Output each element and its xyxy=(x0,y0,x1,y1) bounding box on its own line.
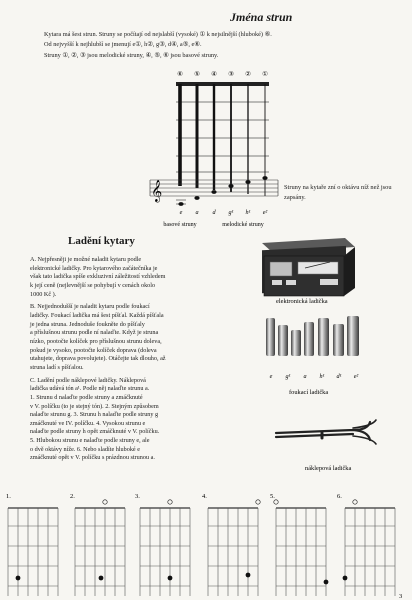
text-line: nalaďte strunu g. 3. Strunu h nalaďte podle struny g xyxy=(30,411,159,419)
text-line: 5. Hlubokou strunu e nalaďte podle struny e, ale xyxy=(30,437,150,445)
intro-line: Kytara má šest strun. Struny se počítají od nejslabší (vysoké) ① k nejsilnější (hluboké) ⑥. xyxy=(44,31,272,38)
grid-number: 4. xyxy=(202,493,207,500)
bass-strings-label: basové struny xyxy=(163,222,197,228)
text-line: elektronické ladičky. Pro kytarového začátečníka je xyxy=(30,264,158,272)
chord-grid xyxy=(8,508,58,596)
grid-number: 1. xyxy=(6,493,11,500)
text-line: k její ceně (nejlevnější se pohybují v cenách okolo xyxy=(30,281,156,289)
pipe-note: e² xyxy=(353,373,359,380)
chord-grid xyxy=(75,508,125,596)
text-line: zmáčknuté ve IV. políčku. 4. Vysokou strunu e xyxy=(30,419,146,427)
finger-dot xyxy=(168,576,173,581)
pipe-note: h¹ xyxy=(319,373,325,380)
text-line: struna ladí s píšťalou. xyxy=(30,363,84,371)
treble-clef-icon: 𝄞 xyxy=(151,180,163,202)
section-heading: Ladění kytary xyxy=(68,235,135,247)
chord-grid xyxy=(276,508,326,596)
chord-grid xyxy=(208,508,258,596)
open-string-circle xyxy=(353,500,357,504)
text-line: nízko, pootočte kolíček pro příslušnou strunu doleva, xyxy=(30,337,162,345)
text-line: B. Nejjednodušší je naladit kytaru podle foukací xyxy=(30,303,150,311)
note-name: d xyxy=(212,209,216,216)
string-number: ④ xyxy=(211,70,217,78)
string-number: ⑤ xyxy=(194,70,200,78)
finger-dot xyxy=(343,576,348,581)
finger-dot xyxy=(324,580,329,585)
text-line: A. Nejpřesněji je možné naladit kytaru podle xyxy=(30,256,142,263)
string-number: ② xyxy=(245,70,251,78)
page-title: Jména strun xyxy=(230,10,293,24)
grid-number: 2. xyxy=(70,493,75,500)
finger-dot xyxy=(99,576,104,581)
text-line: je jedna struna. Jednoduše foukněte do píšťaly xyxy=(30,320,145,328)
finger-dot xyxy=(246,573,251,578)
text-line: nalaďte podle struny h opět zmáčknuté v V. políčku. xyxy=(30,428,160,436)
string-number: ① xyxy=(262,70,268,78)
caption-electronic-tuner: elektronická ladička xyxy=(276,298,328,305)
text-line: C. Ladění podle náklepové ladičky. Náklepová xyxy=(30,376,146,384)
text-line: utahujete, doprava povolujete). Otáčejte tak dlouho, až xyxy=(30,355,166,363)
grid-number: 3. xyxy=(135,493,140,500)
note-name: e² xyxy=(262,209,268,216)
pipe-note: g¹ xyxy=(285,373,291,380)
open-string-circle xyxy=(168,500,172,504)
pipe-note: e xyxy=(269,373,273,380)
text-line: 1. Strunu d nalaďte podle struny a zmáčknuté xyxy=(30,393,143,401)
corner-number: 3 xyxy=(399,593,403,600)
note-name: h¹ xyxy=(245,209,251,216)
grid-number: 6. xyxy=(337,493,342,500)
intro-line: Od nejvyšší k nejhlubší se jmenují e①, h②, g③, d④, a⑤, e⑥. xyxy=(44,41,202,49)
text-line: 1000 Kč ). xyxy=(30,290,57,298)
pipe-note: d¹ xyxy=(336,373,342,380)
open-string-circle xyxy=(274,500,278,504)
melody-strings-label: melodické struny xyxy=(222,222,264,228)
text-line: zmáčknuté opět v V. políčku s prázdnou strunou a. xyxy=(30,454,155,462)
pipe-note: a xyxy=(303,373,307,380)
intro-line: Struny ①, ②, ③ jsou melodické struny, ④, ⑤, ⑥ jsou basové struny. xyxy=(44,51,219,59)
chord-grid xyxy=(140,508,190,596)
text-line: pokud je vysoko, pootočte kolíček doprava (doleva xyxy=(30,346,157,354)
text-line: však tato ladička spíše exkluzivní záležitostí vzhledem xyxy=(30,273,166,281)
chord-grid xyxy=(345,508,395,596)
note-name: a xyxy=(195,209,199,216)
note-name: g¹ xyxy=(228,209,234,216)
finger-dot xyxy=(16,576,21,581)
text-line: v V. políčku (to je stejný tón). 2. Stejným způsobem xyxy=(30,402,159,410)
text-line: ladička udává tón a¹. Podle něj nalaďte strunu a. xyxy=(30,385,150,393)
string-number: ⑥ xyxy=(177,70,183,78)
text-line: a příslušnou strunu podle ní nalaďte. Když je struna xyxy=(30,329,159,337)
grid-number: 5. xyxy=(270,493,275,500)
text-line: ladičky. Foukací ladička má šest píšťal. Každá píšťala xyxy=(30,311,164,319)
octave-note: Struny na kytaře zní o oktávu níž než jsou zapsány. xyxy=(284,184,392,201)
open-string-circle xyxy=(256,500,260,504)
text-line: o dvě oktávy níže. 6. Nebo sladíte hluboké e xyxy=(30,445,140,453)
caption-pitch-pipe: foukací ladička xyxy=(289,389,329,396)
open-string-circle xyxy=(103,500,107,504)
string-number: ③ xyxy=(228,70,234,78)
caption-tuning-fork: náklepová ladička xyxy=(305,465,352,472)
note-name: e xyxy=(179,209,183,216)
